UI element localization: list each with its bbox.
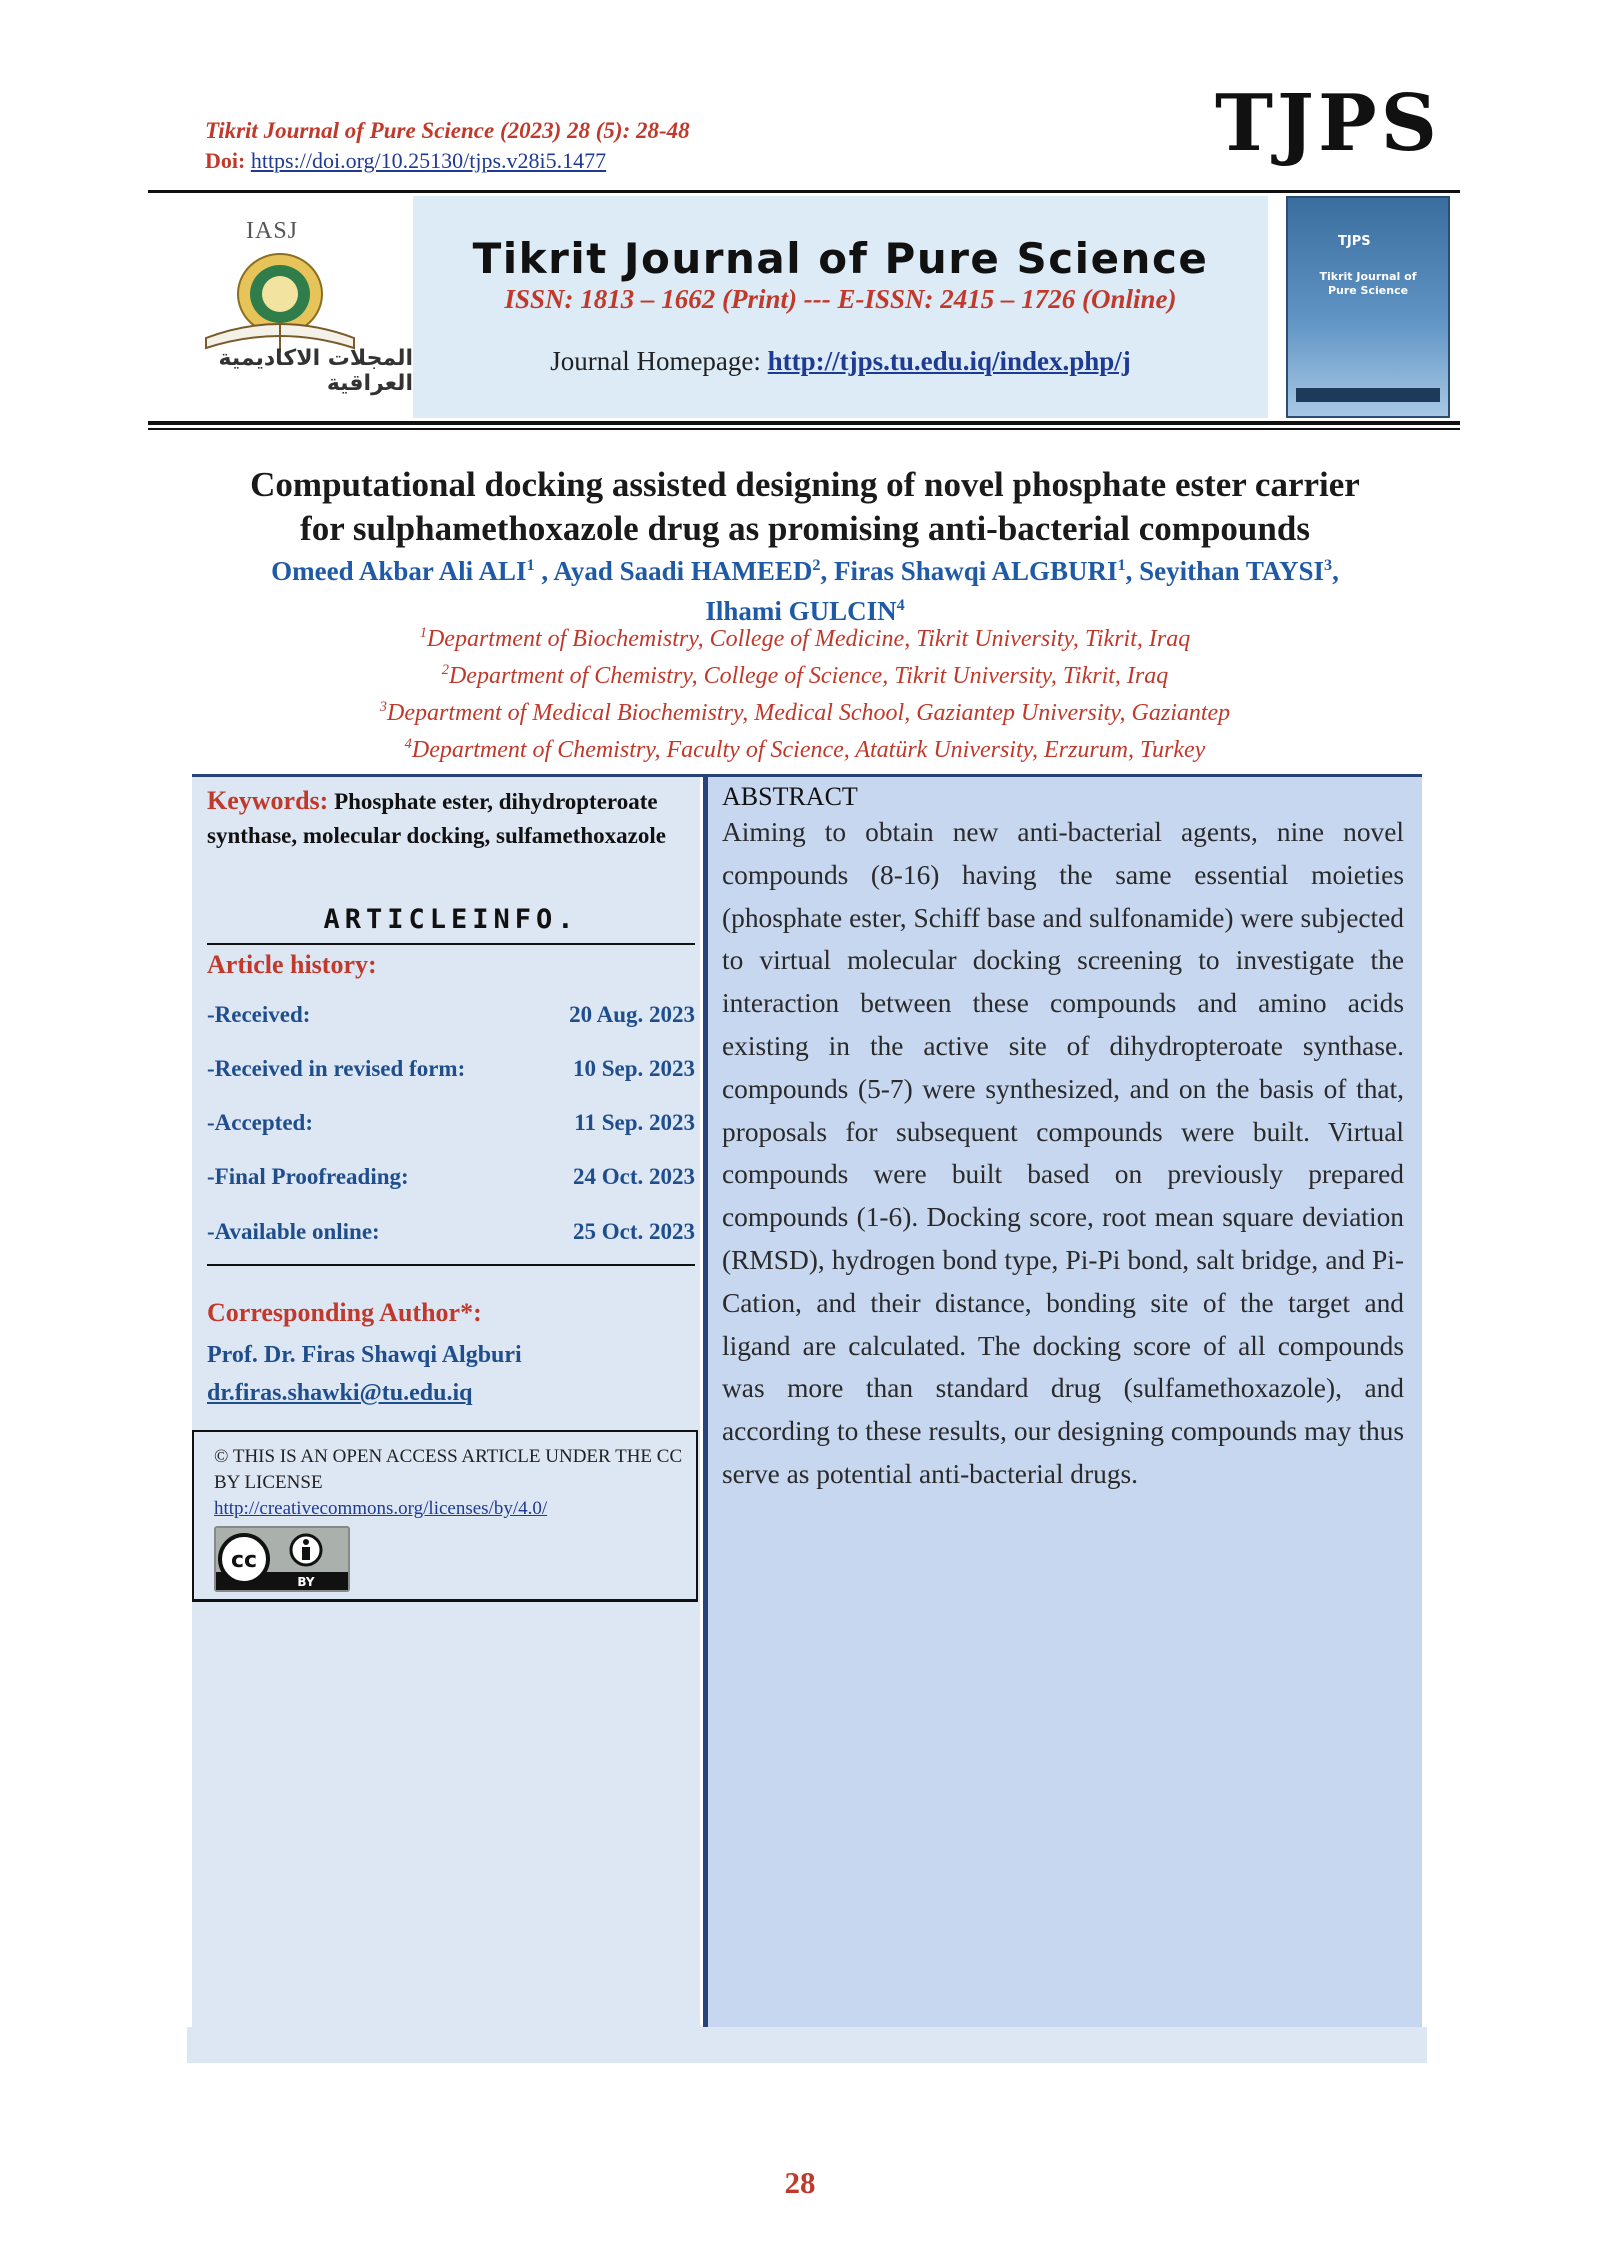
cc-glyph: cc <box>230 1548 258 1573</box>
masthead-rule-thick <box>148 421 1460 425</box>
article-title <box>150 463 1460 551</box>
keywords-label: Keywords: <box>207 786 329 815</box>
author-0: Omeed Akbar Ali ALI$^1$ , <box>271 556 554 586</box>
homepage-label: Journal Homepage: <box>550 346 761 376</box>
article-history-label: Article history: <box>207 950 377 979</box>
iasj-emblem-icon <box>196 248 364 358</box>
header-rule <box>148 190 1460 193</box>
iasj-logo <box>148 196 413 418</box>
cover-footer-band <box>1296 388 1440 402</box>
license-text: © THIS IS AN OPEN ACCESS ARTICLE UNDER THE CC BY LICENSE <box>214 1446 683 1493</box>
license-link[interactable]: http://creativecommons.org/licenses/by/4.0/ <box>214 1498 548 1519</box>
cc-by-badge <box>214 1526 350 1592</box>
panel-divider <box>703 777 708 2027</box>
homepage-line <box>413 346 1268 377</box>
panel-top-rule <box>192 774 1422 777</box>
keywords-text: Phosphate ester, dihydropteroate synthase, molecular docking, sulfamethoxazole <box>207 789 666 848</box>
article-info-heading: ARTICLEINFO. <box>323 904 579 935</box>
journal-title: Tikrit Journal of Pure Science <box>472 234 1209 283</box>
cover-title: Tikrit Journal of Pure Science <box>1319 270 1417 297</box>
masthead <box>148 196 1460 418</box>
keywords <box>207 784 687 853</box>
doi-line <box>205 148 606 174</box>
affiliation-3: $^3$Department of Medical Biochemistry, Medical School, Gaziantep University, Gaziantep <box>379 699 1231 726</box>
history-rule <box>207 1264 695 1266</box>
by-glyph: BY <box>297 1575 315 1589</box>
affiliation-1: $^1$Department of Biochemistry, College of Medicine, Tikrit University, Tikrit, Iraq <box>419 625 1191 652</box>
cc-by-icon <box>216 1528 348 1590</box>
doi-link[interactable]: https://doi.org/10.25130/tjps.v28i5.1477 <box>250 148 607 173</box>
abstract-body: Aiming to obtain new anti-bacterial agents, nine novel compounds (8-16) having the same essential moieties (phosphate ester, Schiff base and sulfonamide) were subjected to virtual molecular docking screening to investigate the interaction between these compounds and amino acids existing in the active site of dihydropteroate synthase. compounds (5-7) were synthesized, and on the basis of that, proposals for subsequent compounds were built. Virtual compounds were built based on previously prepared compounds (1-6). Docking score, root mean square deviation (RMSD), hydrogen bond type, Pi-Pi bond, salt bridge, and Pi-Cation, and their distance, bonding site of the target and ligand are calculated. The docking score of all compounds was more than standard drug (sulfamethoxazole), and according to these results, our designing compounds may thus serve as potential anti-bacterial drugs. <box>722 817 1404 1489</box>
cover-tag: TJPS <box>1338 234 1371 249</box>
running-journal-reference: Tikrit Journal of Pure Science (2023) 28 (5): 28-48 <box>205 118 690 143</box>
article-title-line-2: for sulphamethoxazole drug as promising anti-bacterial compounds <box>300 509 1310 548</box>
homepage-link[interactable]: http://tjps.tu.edu.iq/index.php/j <box>767 346 1131 376</box>
issn-line: ISSN: 1813 – 1662 (Print) --- E-ISSN: 2415 – 1726 (Online) <box>504 284 1177 314</box>
author-3: Seyithan TAYSI$^3$, <box>1139 556 1339 586</box>
panel-foot-strip <box>187 2027 1427 2063</box>
masthead-banner <box>413 196 1268 418</box>
article-title-line-1: Computational docking assisted designing of novel phosphate ester carrier <box>250 465 1360 504</box>
affiliation-list <box>150 618 1460 766</box>
author-list <box>150 548 1460 628</box>
abstract-heading: ABSTRACT <box>722 782 858 811</box>
journal-cover-thumbnail <box>1286 196 1450 418</box>
corresponding-author-email[interactable]: dr.firas.shawki@tu.edu.iq <box>207 1380 473 1406</box>
tjps-logo: TJPS <box>1215 78 1441 169</box>
doi-label: Doi: <box>205 148 246 173</box>
article-info-rule <box>207 943 695 945</box>
iasj-arabic-label: المجلات الاكاديمية العراقية <box>218 346 413 396</box>
masthead-rule-thin <box>148 428 1460 430</box>
license-box <box>192 1430 698 1602</box>
author-1: Ayad Saadi HAMEED$^2$, <box>553 556 834 586</box>
affiliation-2: $^2$Department of Chemistry, College of Science, Tikrit University, Tikrit, Iraq <box>441 662 1169 689</box>
iasj-label: IASJ <box>246 218 299 244</box>
corresponding-author-label: Corresponding Author*: <box>207 1298 482 1327</box>
corresponding-author-name: Prof. Dr. Firas Shawqi Algburi <box>207 1342 522 1368</box>
affiliation-4: $^4$Department of Chemistry, Faculty of Science, Atatürk University, Erzurum, Turkey <box>404 736 1206 763</box>
author-2: Firas Shawqi ALGBURI$^1$, <box>833 556 1140 586</box>
author-4: Ilhami GULCIN$^4$ <box>705 596 905 626</box>
page-number: 28 <box>784 2165 816 2200</box>
